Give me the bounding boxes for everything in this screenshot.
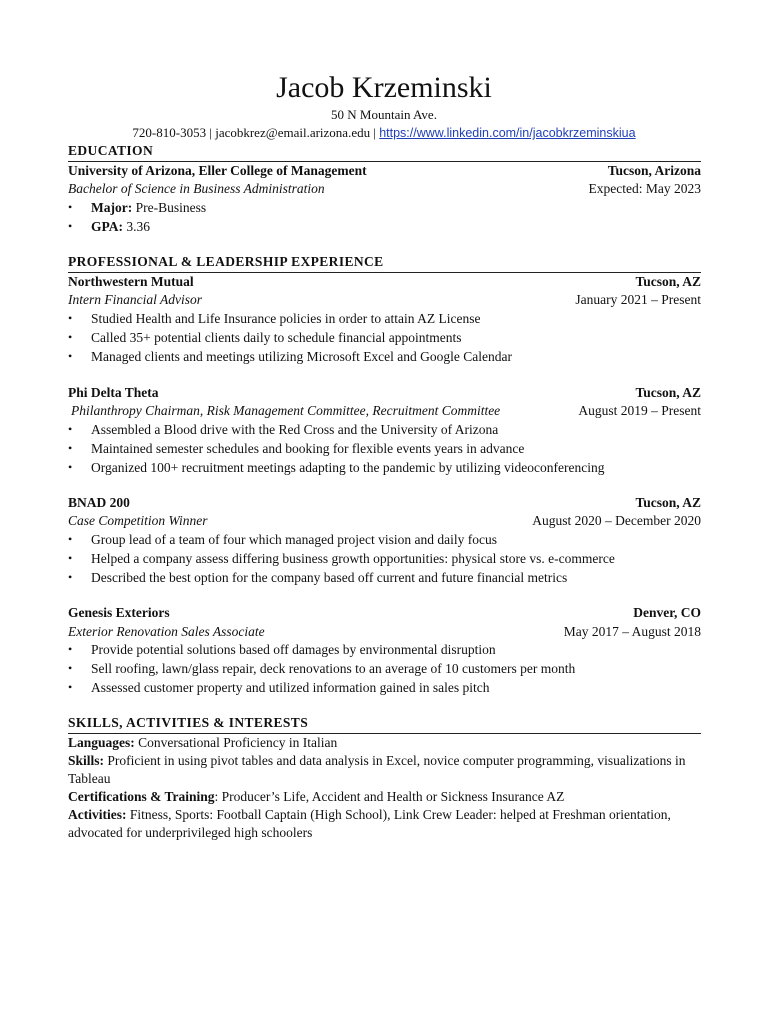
job-role: Philanthropy Chairman, Risk Management Committee, Recruitment Committee [71,403,501,418]
bullet-icon: • [68,661,73,675]
languages-value: Conversational Proficiency in Italian [134,735,338,750]
bullet-icon: • [68,219,73,233]
bullet-icon: • [68,330,73,344]
job-role: Exterior Renovation Sales Associate [68,624,265,639]
job-header-row [68,493,701,512]
job-bullet: Organized 100+ recruitment meetings adapting to the pandemic by utilizing videoconferencing [91,460,605,475]
job-dates: May 2017 – August 2018 [563,624,701,639]
skills-value: Proficient in using pivot tables and data analysis in Excel, novice computer programming, visualizations in Tableau [68,753,686,786]
major-label: Major: [91,200,133,215]
job-location: Tucson, AZ [635,385,701,400]
job-bullet: Described the best option for the company based off current and future financial metrics [91,570,568,585]
job-bullet: Managed clients and meetings utilizing Microsoft Excel and Google Calendar [91,349,513,364]
job-location: Denver, CO [633,605,701,620]
certifications-label: Certifications & Training [68,789,215,804]
job-org: Northwestern Mutual [68,274,194,289]
job-bullet: Provide potential solutions based off damages by environmental disruption [91,642,496,657]
gpa-label: GPA: [91,219,123,234]
separator: | [209,125,212,140]
separator: | [373,125,376,140]
education-school-row [68,161,701,180]
bullet-icon: • [68,551,73,565]
activities-line [68,806,701,842]
job-role-row [68,511,701,530]
gpa-value: 3.36 [123,219,150,234]
job-dates: August 2019 – Present [578,403,701,418]
contact-line [0,124,768,142]
activities-value: Fitness, Sports: Football Captain (High School), Link Crew Leader: helped at Freshman orientation, advocated for underprivileged high schoolers [68,807,671,840]
certifications-line [68,788,701,806]
phone: 720-810-3053 [132,125,207,140]
address: 50 N Mountain Ave. [331,107,437,122]
job-header-row [68,603,701,622]
bullet-icon: • [68,349,73,363]
bullet-icon: • [68,680,73,694]
degree: Bachelor of Science in Business Administration [68,181,325,196]
job-location: Tucson, AZ [635,495,701,510]
bullet-icon: • [68,441,73,455]
job-bullet: Helped a company assess differing business growth opportunities: physical store vs. e-commerce [91,551,615,566]
job-bullet: Assembled a Blood drive with the Red Cross and the University of Arizona [91,422,499,437]
job-dates: January 2021 – Present [575,292,701,307]
job-role: Intern Financial Advisor [68,292,202,307]
school-location: Tucson, Arizona [607,163,701,178]
linkedin-link[interactable]: https://www.linkedin.com/in/jacobkrzeminskiua [379,126,636,140]
bullet-icon: • [68,311,73,325]
languages-label: Languages: [68,735,135,750]
major-value: Pre-Business [132,200,207,215]
certifications-value: : Producer’s Life, Accident and Health or Sickness Insurance AZ [214,789,565,804]
bullet-icon: • [68,642,73,656]
skills-line [68,752,701,788]
job-bullet: Studied Health and Life Insurance policies in order to attain AZ License [91,311,481,326]
skills-heading: SKILLS, ACTIVITIES & INTERESTS [68,714,701,734]
bullet-icon: • [68,570,73,584]
job-bullet: Group lead of a team of four which managed project vision and daily focus [91,532,497,547]
bullet-icon: • [68,460,73,474]
education-heading: EDUCATION [68,142,701,162]
job-role: Case Competition Winner [68,513,208,528]
activities-label: Activities: [68,807,127,822]
job-role-row [68,622,701,641]
skills-label: Skills: [68,753,105,768]
job-org: Phi Delta Theta [68,385,159,400]
school-name: University of Arizona, Eller College of Management [68,163,367,178]
languages-line [68,734,701,752]
expected-graduation: Expected: May 2023 [588,181,701,196]
bullet-icon: • [68,532,73,546]
job-bullet: Assessed customer property and utilized information gained in sales pitch [91,680,490,695]
bullet-icon: • [68,200,73,214]
job-org: BNAD 200 [68,495,130,510]
job-role-row [68,290,701,309]
candidate-name: Jacob Krzeminski [276,71,492,104]
job-role-row [68,401,701,420]
job-header-row [68,383,701,402]
email: jacobkrez@email.arizona.edu [215,125,371,140]
job-header-row [68,272,701,291]
job-bullet: Called 35+ potential clients daily to schedule financial appointments [91,330,462,345]
job-bullet: Maintained semester schedules and booking for flexible events years in advance [91,441,525,456]
bullet-icon: • [68,422,73,436]
education-degree-row [68,179,701,198]
experience-heading: PROFESSIONAL & LEADERSHIP EXPERIENCE [68,253,701,273]
job-location: Tucson, AZ [635,274,701,289]
job-org: Genesis Exteriors [68,605,170,620]
job-bullet: Sell roofing, lawn/glass repair, deck renovations to an average of 10 customers per month [91,661,576,676]
job-dates: August 2020 – December 2020 [532,513,701,528]
